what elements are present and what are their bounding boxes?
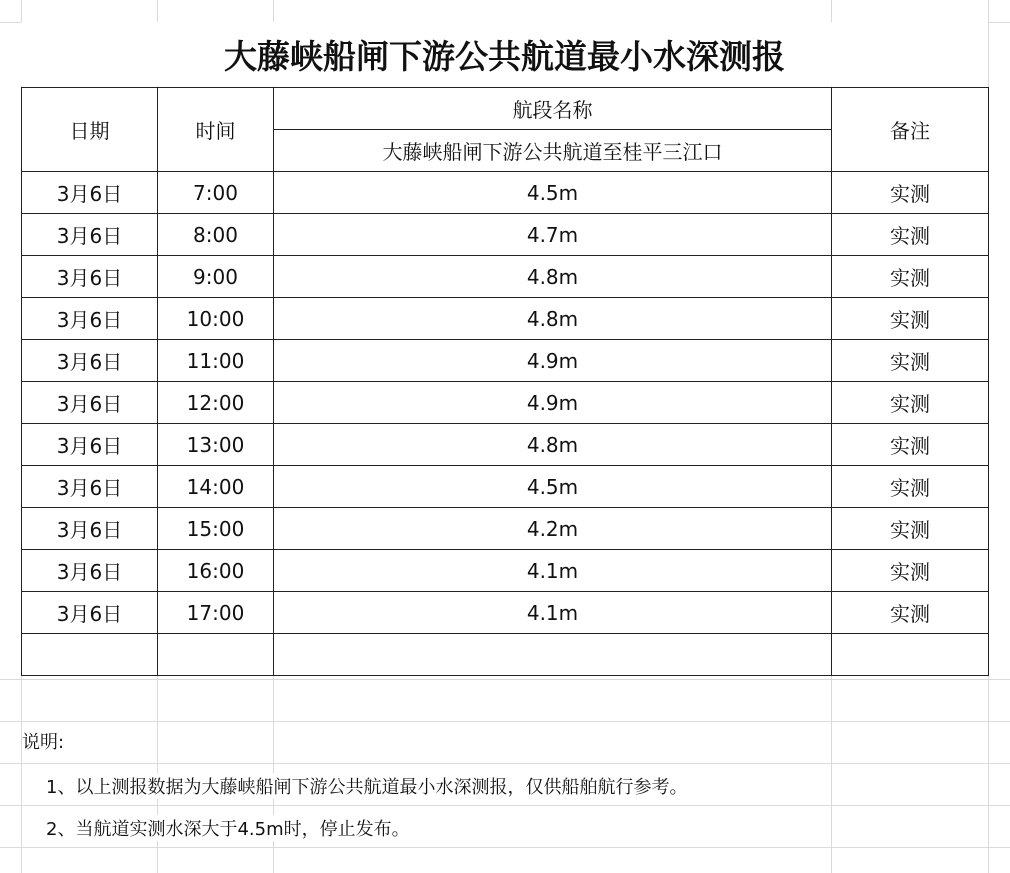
cell-date[interactable]: 3月6日 (22, 256, 158, 298)
cell-remark[interactable]: 实测 (832, 214, 989, 256)
cell-depth[interactable]: 4.7m (274, 214, 832, 256)
cell-depth[interactable]: 4.5m (274, 466, 832, 508)
cell-remark[interactable]: 实测 (832, 424, 989, 466)
cell-date[interactable]: 3月6日 (22, 214, 158, 256)
header-row (22, 88, 989, 130)
cell-date[interactable]: 3月6日 (22, 592, 158, 634)
cell-date[interactable]: 3月6日 (22, 466, 158, 508)
table-row (22, 466, 989, 508)
note-item-2: 2、当航道实测水深大于4.5m时，停止发布。 (46, 815, 414, 841)
table-row (22, 340, 989, 382)
depth-report-table (21, 87, 989, 676)
table-row (22, 508, 989, 550)
cell-date[interactable]: 3月6日 (22, 550, 158, 592)
cell-time[interactable]: 14:00 (158, 466, 274, 508)
cell-date[interactable]: 3月6日 (22, 340, 158, 382)
cell-remark[interactable]: 实测 (832, 172, 989, 214)
empty-cell[interactable] (158, 634, 274, 676)
cell-remark[interactable]: 实测 (832, 340, 989, 382)
table-row (22, 424, 989, 466)
table-row (22, 382, 989, 424)
cell-time[interactable]: 12:00 (158, 382, 274, 424)
header-date[interactable]: 日期 (22, 88, 158, 172)
cell-depth[interactable]: 4.8m (274, 424, 832, 466)
header-time[interactable]: 时间 (158, 88, 274, 172)
cell-remark[interactable]: 实测 (832, 508, 989, 550)
cell-depth[interactable]: 4.9m (274, 340, 832, 382)
table-row (22, 298, 989, 340)
cell-depth[interactable]: 4.2m (274, 508, 832, 550)
cell-time[interactable]: 9:00 (158, 256, 274, 298)
cell-time[interactable]: 11:00 (158, 340, 274, 382)
cell-date[interactable]: 3月6日 (22, 172, 158, 214)
header-remark[interactable]: 备注 (832, 88, 989, 172)
cell-time[interactable]: 17:00 (158, 592, 274, 634)
cell-date[interactable]: 3月6日 (22, 508, 158, 550)
cell-remark[interactable]: 实测 (832, 298, 989, 340)
empty-cell[interactable] (22, 634, 158, 676)
empty-cell[interactable] (274, 634, 832, 676)
cell-remark[interactable]: 实测 (832, 550, 989, 592)
cell-depth[interactable]: 4.5m (274, 172, 832, 214)
cell-time[interactable]: 16:00 (158, 550, 274, 592)
notes-label: 说明: (22, 728, 68, 754)
empty-cell[interactable] (832, 634, 989, 676)
table-row (22, 214, 989, 256)
cell-remark[interactable]: 实测 (832, 382, 989, 424)
cell-depth[interactable]: 4.9m (274, 382, 832, 424)
table-row (22, 172, 989, 214)
cell-remark[interactable]: 实测 (832, 592, 989, 634)
cell-remark[interactable]: 实测 (832, 256, 989, 298)
cell-depth[interactable]: 4.1m (274, 550, 832, 592)
cell-date[interactable]: 3月6日 (22, 382, 158, 424)
note-item-1: 1、以上测报数据为大藤峡船闸下游公共航道最小水深测报，仅供船舶航行参考。 (46, 773, 691, 799)
cell-remark[interactable]: 实测 (832, 466, 989, 508)
report-title: 大藤峡船闸下游公共航道最小水深测报 (21, 22, 988, 86)
cell-time[interactable]: 10:00 (158, 298, 274, 340)
header-segment-group[interactable]: 航段名称 (274, 88, 832, 130)
header-segment-name[interactable]: 大藤峡船闸下游公共航道至桂平三江口 (274, 130, 832, 172)
cell-depth[interactable]: 4.8m (274, 298, 832, 340)
cell-date[interactable]: 3月6日 (22, 298, 158, 340)
cell-time[interactable]: 8:00 (158, 214, 274, 256)
cell-date[interactable]: 3月6日 (22, 424, 158, 466)
table-row (22, 256, 989, 298)
table-row (22, 592, 989, 634)
empty-row (22, 634, 989, 676)
cell-time[interactable]: 7:00 (158, 172, 274, 214)
cell-time[interactable]: 15:00 (158, 508, 274, 550)
cell-depth[interactable]: 4.1m (274, 592, 832, 634)
cell-time[interactable]: 13:00 (158, 424, 274, 466)
table-row (22, 550, 989, 592)
cell-depth[interactable]: 4.8m (274, 256, 832, 298)
